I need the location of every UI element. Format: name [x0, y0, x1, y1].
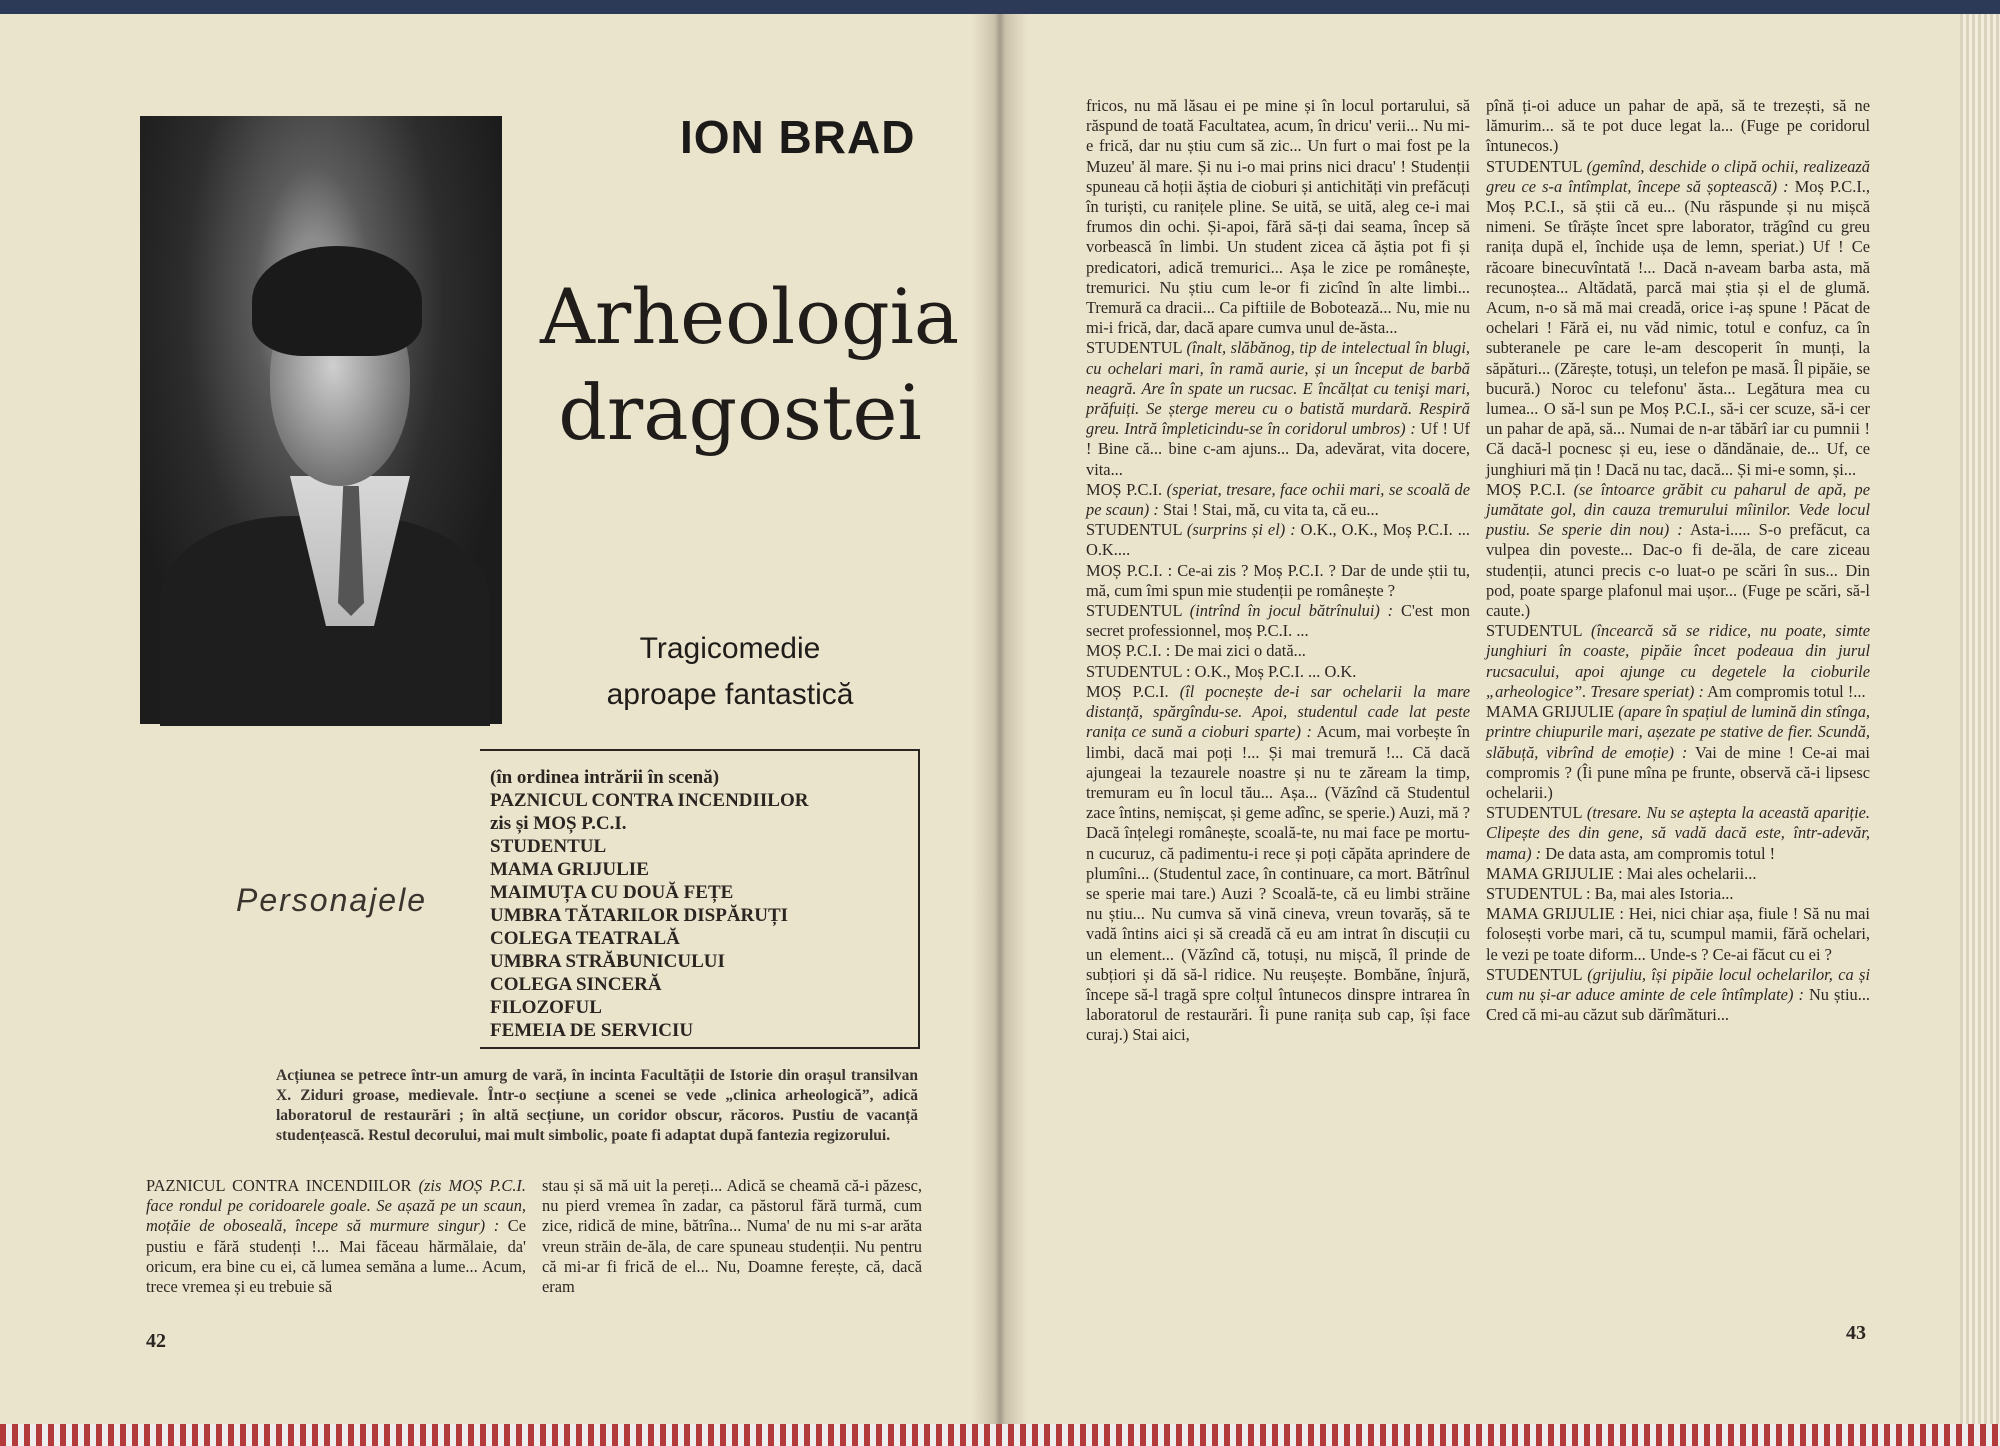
dialogue-text: O.K., O.K., Moș P.C.I. ... O.K.... [1086, 520, 1470, 560]
dialogue-text: Moș P.C.I., Moș P.C.I., să știi că eu... (Nu răspunde și nu mișcă nimeni. Se tîrăște încet spre laborator, trăgînd cu greu ranița după el, închide ușa de lemn, speriat.) Uf ! Ce răcoare binecuvîntată !... Dacă n-aveam barba asta, mă recunoștea... Altădată, parcă mai știa și el de glumă. Acum, n-o să mă mai creadă, orice i-aș spune ! Păcat de ochelari ! Fără ei, nu văd nimic, totul e confuz, ca în subteranele pe care le-am descoperit în munți, la săpături... (Zărește, totuși, un telefon pe masă. Îl pipăie, se bucură.) Noroc cu telefonu' ăsta... Legătura mea cu lumea... O să-l sun pe Moș P.C.I., să-i cer scuze, să-i cer un pahar de apă, să... Numai de n-ar tăbărî iar cu pumnii ! Că dacă-l pocnesc și eu, iese o dăndănaie, de... Uf, ce junghiuri mă țin ! Dacă nu tac, dacă... Și mi-e somn, și... [1486, 176, 1870, 479]
speaker-name: STUDENTUL [1486, 883, 1582, 903]
dialogue-text: pînă ți-oi aduce un pahar de apă, să te trezești, să ne lămurim... să te pot duce legat la... (Fuge pe coridorul întunecos.) [1486, 96, 1870, 156]
stage-setting-intro: Acțiunea se petrece într-un amurg de vară, în incinta Facultății de Istorie din orașul transilvan X. Ziduri groase, medievale. Într-o secțiune a scenei se vede „clinica arheologică”, adică laboratorul de restaurări ; în altă secțiune, un coridor obscur, răcoros. Pustiu de vacanță studențească. Restul decorului, mai mult simbolic, poate fi adaptat după fantezia regizorului. [276, 1067, 918, 1144]
cast-role: COLEGA SINCERĂ [490, 974, 662, 995]
right-column-2 [1486, 96, 1870, 1025]
speech-block [1486, 480, 1870, 621]
subtitle-line-1: Tragicomedie [639, 632, 821, 665]
dialogue-text: Am compromis totul !... [1707, 681, 1866, 701]
photo-hair [252, 246, 422, 356]
left-column-2 [542, 1176, 922, 1297]
speaker-name: STUDENTUL [1486, 803, 1582, 823]
speech-block [1486, 884, 1870, 904]
speaker-name: MOȘ P.C.I. [1486, 479, 1566, 499]
right-page [996, 14, 2000, 1432]
dialogue-text: Nu știu... Cred că mi-au căzut sub dărîmături... [1486, 984, 1871, 1025]
speech-block [1486, 803, 1870, 864]
dialogue-text: fricos, nu mă lăsau ei pe mine și în locul portarului, să răspund de toată Facultatea, acum, în dricu' verii... Nu mi-e frică, dar nu știu cum să zic... Un furt o mai fost pe la Muzeu' ăl mare. Și nu i-o mai prins nici dracu' ! Studenții spuneau că hoții ăștia de cioburi și antichități vin prefăcuți în turiști, cu ranițele pline. Se uită, se uită, aleg ce-i mai frumos din ochi. Și-apoi, fără să-ți dai seama, încep să vorbească în limbi. Un student zicea că ăștia pot fi și predicatori, adică tremurici... Așa le zice pe românește, tremurici. Nu știu cum le-or fi zicînd în alte limbi... Tremură ca dracii... Ca piftiile de Bobotează... Nu, mie nu mi-i frică, dar, dacă apare cumva unul de-ăsta... [1086, 96, 1470, 338]
speech-block [1086, 601, 1470, 641]
dialogue-text: : O.K., Moș P.C.I. ... O.K. [1186, 661, 1357, 681]
stage-direction: (înalt, slăbănog, tip de intelectual în blugi, cu ochelari mari, în ramă aurie, și un început de barbă neagră. Are în spate un rucsac. E încălțat cu tenişi mari, prăfuiți. Se șterge mereu cu o batistă murdară. Respiră greu. Intră împleticindu-se în coridorul umbros) : [1086, 338, 1470, 439]
subtitle-line-2: aproape fantastică [606, 678, 854, 711]
right-column-1 [1086, 96, 1470, 1046]
speech-block [1486, 157, 1870, 480]
dialogue-text: : Ba, mai ales Istoria... [1586, 883, 1734, 903]
dialogue-text: C'est mon secret professionnel, moș P.C.I. ... [1086, 601, 1470, 641]
speaker-name: PAZNICUL CONTRA INCENDIILOR [146, 1176, 412, 1195]
speech-block [1086, 338, 1470, 479]
speaker-name: STUDENTUL [1086, 601, 1182, 621]
dialogue-text: Vai de mine ! Ce-ai mai compromis ? (Îi pune mîna pe frunte, observă că-i lipsesc ochelarii.) [1486, 742, 1870, 802]
speech-block [1086, 662, 1470, 682]
speech-block [1486, 96, 1870, 157]
stage-direction: (tresare. Nu se aștepta la această apariție. Clipește des din gene, să vadă dacă este, într-adevăr, mama) : [1486, 803, 1870, 863]
speech-block [1486, 702, 1870, 803]
dialogue-text: : Hei, nici chiar așa, fiule ! Să nu mai folosești vorbe mari, că tu, scumpul mamii, fără ochelari, le vezi pe toate diform... Unde-s ? Ce-ai făcut cu ei ? [1486, 904, 1870, 964]
cast-role: zis și MOȘ P.C.I. [490, 813, 627, 834]
left-page [0, 14, 996, 1432]
speaker-name: MAMA GRIJULIE [1486, 904, 1615, 924]
cast-role: FILOZOFUL [490, 997, 602, 1018]
cast-role: UMBRA STRĂBUNICULUI [490, 951, 725, 972]
cast-role: STUDENTUL [490, 836, 607, 857]
page-number: 42 [146, 1330, 166, 1352]
speaker-name: STUDENTUL [1086, 661, 1182, 681]
cast-role: UMBRA TĂTARILOR DISPĂRUȚI [490, 905, 789, 926]
cast-role: COLEGA TEATRALĂ [490, 928, 680, 949]
dialogue-text: Uf ! Uf ! Bine că... bine c-am ajuns... Da, adevărat, vita docere, vita... [1086, 419, 1470, 479]
cast-note: (în ordinea intrării în scenă) [490, 767, 720, 788]
speech-block [1086, 641, 1470, 661]
stage-direction: (intrînd în jocul bătrînului) : [1189, 601, 1394, 621]
dialogue-text: : De mai zici o dată... [1165, 641, 1306, 661]
left-column-1 [146, 1176, 526, 1297]
dialogue-text: stau și să mă uit la pereți... Adică se cheamă că-i păzesc, nu pierd vremea în zadar, ca păstorul fără turmă, cum zice, ridică de mine, bătrîna... Numa' de nu mi s-ar arăta vreun străin de-ăla, de care spuneau studenții. Nu pentru că mi-ar fi frică de el... Nu, Doamne ferește, că, dacă eram [542, 1176, 922, 1297]
speaker-name: STUDENTUL [1086, 338, 1182, 358]
speech-block [1486, 965, 1870, 1026]
dialogue-text: Stai ! Stai, mă, cu vita ta, că eu... [1162, 500, 1379, 520]
author-name: ION BRAD [680, 111, 916, 163]
speaker-name: MAMA GRIJULIE [1486, 863, 1614, 883]
dialogue-text: Ce pustiu e fără studenți !... Mai făceau hărmălaie, da' oricum, era bine cu ei, că lumea semăna a lume... Acum, trece vremea și eu trebuie să [146, 1216, 526, 1297]
tablecloth-strip [0, 1424, 2000, 1446]
title-line-2: dragostei [558, 368, 922, 457]
play-title [540, 269, 960, 461]
dialogue-text: : Ce-ai zis ? Moș P.C.I. ? Dar de unde știi tu, mă, cum îmi spun mie studenții pe românește ? [1086, 560, 1470, 600]
speaker-name: MAMA GRIJULIE [1486, 702, 1615, 722]
speech-block [1486, 904, 1870, 965]
speaker-name: MOȘ P.C.I. [1086, 479, 1163, 499]
speaker-name: STUDENTUL [1086, 520, 1182, 540]
speaker-name: STUDENTUL [1486, 621, 1582, 641]
stage-direction: (încearcă să se ridice, nu poate, simte junghiuri în coaste, pipăie încet podeaua din jurul rucsacului, apoi ajunge cu degetele la cioburile „arheologice”. Tresare speriat) : [1486, 621, 1870, 701]
stage-direction: (gemînd, deschide o clipă ochii, realizează greu ce s-a întîmplat, începe să șoptească) : [1486, 156, 1871, 196]
cast-role: MAIMUȚA CU DOUĂ FEȚE [490, 882, 734, 903]
stage-direction: (speriat, tresare, face ochii mari, se scoală de pe scaun) : [1086, 479, 1470, 520]
dialogue-text: : Mai ales ochelarii... [1618, 863, 1757, 883]
speaker-name: MOȘ P.C.I. [1086, 641, 1162, 661]
speech-block [1086, 96, 1470, 338]
title-line-1: Arheologia [540, 272, 960, 361]
page-edge [1960, 14, 2000, 1432]
dialogue-text: Asta-i..... S-o prefăcut, ca vulpea din poveste... Dac-o fi de-ăla, de care ziceau studenții, atunci precis c-o luat-o pe scări în sus... Din pod, poate sparge plafonul mai ușor... (Fuge pe scări, să-l caute.) [1486, 520, 1870, 621]
stage-direction: (apare în spațiul de lumină din stînga, printre chiupurile mari, așezate pe stative de fier. Scundă, slăbuță, vibrînd de emoție) : [1486, 702, 1870, 762]
stage-direction: (se întoarce grăbit cu paharul de apă, pe jumătate gol, din cauza tremurului mîinilor. Vede locul pustiu. Se sperie din nou) : [1486, 479, 1870, 540]
speech-block [1486, 864, 1870, 884]
speech-block [1086, 561, 1470, 601]
speaker-name: MOȘ P.C.I. [1086, 681, 1169, 701]
speaker-name: STUDENTUL [1486, 156, 1582, 176]
stage-direction: (zis MOȘ P.C.I. face rondul pe coridoarele goale. Se așază pe un scaun, moțăie de oboseală, începe să murmure singur) : [146, 1176, 526, 1236]
page-number: 43 [1846, 1322, 1866, 1344]
cast-role: PAZNICUL CONTRA INCENDIILOR [490, 790, 809, 811]
cast-list [490, 766, 808, 1042]
book-gutter [972, 14, 1028, 1432]
dialogue-text: De data asta, am compromis totul ! [1545, 843, 1776, 863]
stage-direction: (grijuliu, își pipăie locul ochelarilor, ca și cum nu și-ar aduce aminte de cele întîmplate) : [1486, 964, 1870, 1004]
stage-direction: (îl pocnește de-i sar ochelarii la mare distanță, spărgîndu-se. Apoi, studentul cade lat peste ranița ce sună a cioburi sparte) : [1086, 681, 1470, 742]
speech-block [1086, 682, 1470, 1046]
speaker-name: MOȘ P.C.I. [1086, 560, 1163, 580]
speech-block [146, 1176, 526, 1297]
speaker-name: STUDENTUL [1486, 964, 1582, 984]
cast-role: MAMA GRIJULIE [490, 859, 649, 880]
speech-block [1486, 621, 1870, 702]
play-subtitle [560, 626, 900, 718]
stage-direction: (surprins și el) : [1186, 520, 1296, 540]
cast-role: FEMEIA DE SERVICIU [490, 1020, 694, 1041]
speech-block [1086, 480, 1470, 520]
speech-block [1086, 520, 1470, 560]
author-photo [140, 116, 502, 724]
dialogue-text: Acum, mai vorbește în limbi, dacă mai poți !... Și mai tremură !... Că dacă ajungeai la tezaurele noastre și nu te zăream la timp, tremuram eu în locul tău... Așa... (Văzînd că Studentul zace întins, nemișcat, și geme adînc, se sperie.) Auzi, mă ? Dacă înțelegi românește, scoală-te, nu mai face pe mortu-n cucuruz, că padimentu-i rece și poți căpăta aprindere de plumîni... (Studentul zace, în continuare, ca mort. Bătrînul se sperie mai tare.) Auzi ? Scoală-te, că eu limbi străine nu știu... Nu cumva să vină cineva, vreun tovarăș, să te vadă întins aici și să creadă că eu am intrat în discuții cu un element... (Văzînd că, totuși, nu mișcă, îl prinde de subțiori și dă să-l ridice. Nu reușește. Bombăne, înjură, începe să-l tragă spre colțul întunecos dinspre intrarea în laboratorul de restaurări. Îi pune ranița sub cap, își face curaj.) Stai aici, [1086, 722, 1470, 1045]
cast-label: Personajele [236, 882, 427, 918]
